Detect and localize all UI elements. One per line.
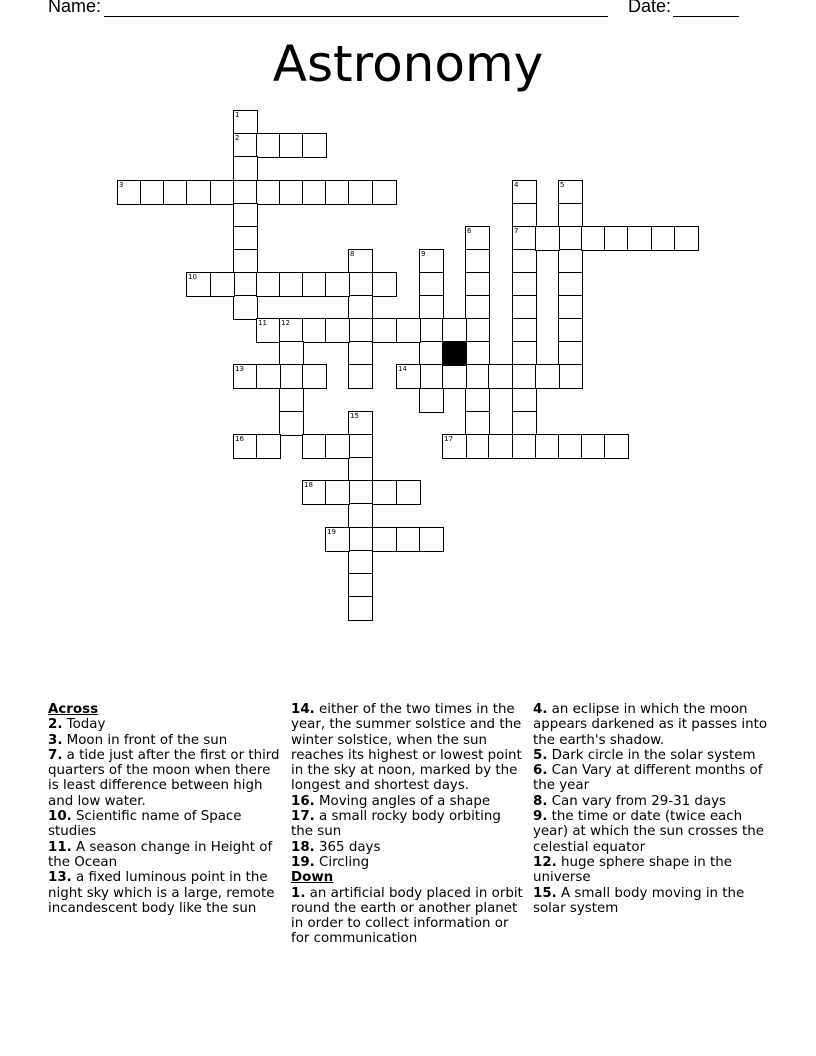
- grid-cell[interactable]: [233, 364, 258, 389]
- grid-cell[interactable]: [535, 226, 560, 251]
- grid-cell[interactable]: [488, 434, 513, 459]
- grid-cell[interactable]: [348, 295, 373, 320]
- grid-cell[interactable]: [302, 180, 327, 205]
- clue-number: 14.: [291, 702, 315, 717]
- grid-cell[interactable]: [465, 434, 490, 459]
- clue-text: 365 days: [319, 839, 381, 855]
- grid-cell[interactable]: [558, 203, 583, 228]
- grid-cell[interactable]: [465, 226, 490, 251]
- grid-cell[interactable]: [604, 226, 629, 251]
- grid-cell[interactable]: [140, 180, 165, 205]
- clue-number: 19.: [291, 854, 315, 870]
- grid-cell[interactable]: [465, 295, 490, 320]
- clue-text: Scientific name of Space studies: [48, 809, 242, 840]
- clue-text: an artificial body placed in orbit round the earth or another planet in order to collect information or for communication: [291, 885, 523, 947]
- grid-cell[interactable]: [233, 133, 258, 158]
- grid-cell[interactable]: [419, 272, 444, 297]
- grid-cell[interactable]: [512, 249, 537, 274]
- clue-number: 15.: [533, 885, 557, 901]
- grid-cell[interactable]: [233, 272, 258, 297]
- grid-cell[interactable]: [512, 272, 537, 297]
- grid-cell[interactable]: [465, 364, 490, 389]
- date-label: Date:: [628, 0, 672, 16]
- grid-cell[interactable]: [442, 364, 467, 389]
- clue-item: [533, 702, 773, 748]
- clue-text: A season change in Height of the Ocean: [48, 839, 273, 870]
- grid-cell[interactable]: [558, 341, 583, 366]
- grid-cell[interactable]: [210, 180, 235, 205]
- clues-column-3: [533, 702, 773, 916]
- clue-item: [48, 717, 283, 732]
- cell-number: 3: [119, 181, 124, 189]
- grid-cell[interactable]: [233, 434, 258, 459]
- grid-cell[interactable]: [627, 226, 652, 251]
- grid-cell[interactable]: [396, 318, 421, 343]
- grid-cell[interactable]: [348, 341, 373, 366]
- clue-number: 8.: [533, 793, 548, 809]
- grid-cell[interactable]: [348, 596, 373, 621]
- clue-item: [48, 733, 283, 748]
- clue-text: either of the two times in the year, the summer solstice and the winter solstice, when the sun reaches its highest or lowest point in the sky at noon, marked by the longest and shortest days.: [291, 702, 522, 794]
- clue-item: [291, 840, 527, 855]
- grid-cell[interactable]: [465, 411, 490, 436]
- grid-cell[interactable]: [256, 180, 281, 205]
- grid-cell[interactable]: [604, 434, 629, 459]
- grid-cell[interactable]: [465, 341, 490, 366]
- grid-cell[interactable]: [348, 434, 373, 459]
- grid-cell[interactable]: [419, 527, 444, 552]
- grid-cell[interactable]: [512, 318, 537, 343]
- clue-item: [291, 809, 527, 840]
- grid-cell[interactable]: [372, 318, 397, 343]
- grid-cell[interactable]: [372, 527, 397, 552]
- clue-number: 11.: [48, 839, 72, 855]
- cell-number: 11: [258, 319, 267, 327]
- grid-cell[interactable]: [279, 388, 304, 413]
- grid-cell[interactable]: [674, 226, 699, 251]
- clue-item: [48, 809, 283, 840]
- clue-text: Can vary from 29-31 days: [551, 793, 726, 809]
- grid-cell[interactable]: [279, 411, 304, 436]
- clue-item: [533, 886, 773, 917]
- grid-cell[interactable]: [279, 364, 304, 389]
- grid-cell[interactable]: [465, 272, 490, 297]
- cell-number: 7: [514, 227, 519, 235]
- clue-number: 9.: [533, 809, 548, 825]
- grid-cell[interactable]: [279, 341, 304, 366]
- cell-number: 2: [235, 134, 240, 142]
- name-label: Name:: [48, 0, 102, 16]
- grid-cell[interactable]: [233, 203, 258, 228]
- grid-cell[interactable]: [233, 180, 258, 205]
- grid-cell[interactable]: [325, 318, 350, 343]
- grid-cell[interactable]: [233, 226, 258, 251]
- section-heading: Across: [48, 702, 99, 717]
- clue-text: an eclipse in which the moon appears darkened as it passes into the earth's shadow.: [533, 702, 768, 748]
- clue-text: a fixed luminous point in the night sky which is a large, remote incandescent body like the sun: [48, 870, 275, 916]
- grid-cell[interactable]: [325, 480, 350, 505]
- black-cell: [442, 341, 467, 366]
- grid-cell[interactable]: [442, 318, 467, 343]
- grid-cell[interactable]: [302, 364, 327, 389]
- grid-cell[interactable]: [348, 480, 373, 505]
- grid-cell[interactable]: [186, 180, 211, 205]
- grid-cell[interactable]: [325, 434, 350, 459]
- grid-cell[interactable]: [396, 364, 421, 389]
- grid-cell[interactable]: [163, 180, 188, 205]
- grid-cell[interactable]: [535, 434, 560, 459]
- grid-cell[interactable]: [581, 226, 606, 251]
- grid-cell[interactable]: [512, 434, 537, 459]
- grid-cell[interactable]: [279, 180, 304, 205]
- cell-number: 4: [514, 181, 519, 189]
- grid-cell[interactable]: [512, 341, 537, 366]
- grid-cell[interactable]: [348, 180, 373, 205]
- grid-cell[interactable]: [302, 480, 327, 505]
- grid-cell[interactable]: [512, 180, 537, 205]
- grid-cell[interactable]: [233, 249, 258, 274]
- grid-cell[interactable]: [558, 318, 583, 343]
- grid-cell[interactable]: [558, 434, 583, 459]
- cell-number: 1: [235, 111, 240, 119]
- grid-cell[interactable]: [651, 226, 676, 251]
- clue-number: 5.: [533, 747, 548, 763]
- clue-text: a small rocky body orbiting the sun: [291, 809, 501, 840]
- grid-cell[interactable]: [512, 226, 537, 251]
- grid-cell[interactable]: [465, 388, 490, 413]
- clue-text: the time or date (twice each year) at which the sun crosses the celestial equator: [533, 809, 764, 855]
- cell-number: 16: [235, 435, 244, 443]
- grid-cell[interactable]: [512, 203, 537, 228]
- grid-cell[interactable]: [419, 364, 444, 389]
- clue-text: Dark circle in the solar system: [551, 747, 756, 763]
- clue-item: [48, 840, 283, 871]
- grid-cell[interactable]: [302, 434, 327, 459]
- grid-cell[interactable]: [348, 573, 373, 598]
- cell-number: 5: [560, 181, 565, 189]
- grid-cell[interactable]: [233, 295, 258, 320]
- cell-number: 13: [235, 365, 244, 373]
- clue-item: [291, 855, 527, 870]
- grid-cell[interactable]: [233, 156, 258, 181]
- clue-number: 6.: [533, 763, 548, 779]
- grid-cell[interactable]: [558, 272, 583, 297]
- grid-cell[interactable]: [512, 388, 537, 413]
- grid-cell[interactable]: [325, 272, 350, 297]
- grid-cell[interactable]: [348, 457, 373, 482]
- grid-cell[interactable]: [396, 527, 421, 552]
- clue-number: 17.: [291, 809, 315, 825]
- clue-text: Can Vary at different months of the year: [533, 763, 763, 794]
- grid-cell[interactable]: [325, 527, 350, 552]
- clue-text: Moving angles of a shape: [319, 793, 491, 809]
- clue-text: huge sphere shape in the universe: [533, 854, 732, 886]
- page-title: Astronomy: [272, 35, 544, 93]
- grid-cell[interactable]: [419, 341, 444, 366]
- grid-cell[interactable]: [558, 249, 583, 274]
- clue-item: [48, 870, 283, 916]
- grid-cell[interactable]: [558, 364, 583, 389]
- grid-cell[interactable]: [348, 364, 373, 389]
- clue-number: 2.: [48, 717, 63, 733]
- grid-cell[interactable]: [256, 364, 281, 389]
- clue-item: [291, 702, 527, 794]
- clue-item: [291, 794, 527, 809]
- clue-number: 16.: [291, 793, 315, 809]
- grid-cell[interactable]: [256, 272, 281, 297]
- grid-cell[interactable]: [348, 249, 373, 274]
- grid-cell[interactable]: [419, 295, 444, 320]
- grid-cell[interactable]: [348, 411, 373, 436]
- cell-number: 9: [421, 250, 426, 258]
- grid-cell[interactable]: [372, 272, 397, 297]
- grid-cell[interactable]: [512, 295, 537, 320]
- grid-cell[interactable]: [256, 434, 281, 459]
- clue-number: 3.: [48, 732, 63, 748]
- clue-number: 4.: [533, 702, 548, 717]
- grid-cell[interactable]: [465, 318, 490, 343]
- grid-cell[interactable]: [512, 364, 537, 389]
- grid-cell[interactable]: [279, 272, 304, 297]
- grid-cell[interactable]: [348, 318, 373, 343]
- clue-text: Circling: [319, 854, 370, 870]
- clue-number: 10.: [48, 809, 72, 825]
- section-heading: Down: [291, 870, 334, 886]
- clue-item: [48, 748, 283, 809]
- clue-text: a tide just after the first or third quarters of the moon when there is least difference between high and low water.: [48, 747, 280, 809]
- grid-cell[interactable]: [117, 180, 142, 205]
- grid-cell[interactable]: [442, 434, 467, 459]
- clue-number: 7.: [48, 747, 63, 763]
- clue-item: [533, 763, 773, 794]
- grid-cell[interactable]: [419, 318, 444, 343]
- grid-cell[interactable]: [325, 180, 350, 205]
- grid-cell[interactable]: [348, 272, 373, 297]
- grid-cell[interactable]: [233, 110, 258, 135]
- grid-cell[interactable]: [256, 318, 281, 343]
- clue-item: [533, 855, 773, 886]
- cell-number: 15: [350, 412, 359, 420]
- grid-cell[interactable]: [348, 550, 373, 575]
- grid-cell[interactable]: [396, 480, 421, 505]
- cell-number: 12: [281, 319, 290, 327]
- grid-cell[interactable]: [372, 180, 397, 205]
- clue-text: A small body moving in the solar system: [533, 885, 745, 916]
- grid-cell[interactable]: [256, 133, 281, 158]
- cell-number: 18: [304, 481, 313, 489]
- grid-cell[interactable]: [488, 364, 513, 389]
- grid-cell[interactable]: [302, 272, 327, 297]
- clue-number: 18.: [291, 839, 315, 855]
- grid-cell[interactable]: [558, 226, 583, 251]
- clues-column-2: [291, 702, 527, 947]
- grid-cell[interactable]: [558, 295, 583, 320]
- grid-cell[interactable]: [279, 133, 304, 158]
- grid-cell[interactable]: [465, 249, 490, 274]
- clue-number: 1.: [291, 885, 306, 901]
- grid-cell[interactable]: [186, 272, 211, 297]
- cell-number: 19: [327, 528, 336, 536]
- clue-item: [533, 809, 773, 855]
- clue-text: Today: [66, 717, 106, 733]
- grid-cell[interactable]: [419, 249, 444, 274]
- cell-number: 6: [467, 227, 472, 235]
- clue-item: [533, 794, 773, 809]
- grid-cell[interactable]: [419, 388, 444, 413]
- clue-number: 12.: [533, 854, 557, 870]
- grid-cell[interactable]: [302, 133, 327, 158]
- grid-cell[interactable]: [210, 272, 235, 297]
- grid-cell[interactable]: [348, 503, 373, 528]
- grid-cell[interactable]: [302, 318, 327, 343]
- clue-text: Moon in front of the sun: [66, 732, 228, 748]
- grid-cell[interactable]: [279, 318, 304, 343]
- grid-cell[interactable]: [372, 480, 397, 505]
- clue-item: [291, 886, 527, 947]
- cell-number: 8: [350, 250, 355, 258]
- clues-column-1: [48, 702, 283, 916]
- grid-cell[interactable]: [535, 364, 560, 389]
- grid-cell[interactable]: [581, 434, 606, 459]
- clue-number: 13.: [48, 870, 72, 886]
- clue-item: [533, 748, 773, 763]
- cell-number: 17: [444, 435, 453, 443]
- cell-number: 14: [398, 365, 407, 373]
- grid-cell[interactable]: [512, 411, 537, 436]
- cell-number: 10: [188, 273, 197, 281]
- grid-cell[interactable]: [558, 180, 583, 205]
- grid-cell[interactable]: [348, 527, 373, 552]
